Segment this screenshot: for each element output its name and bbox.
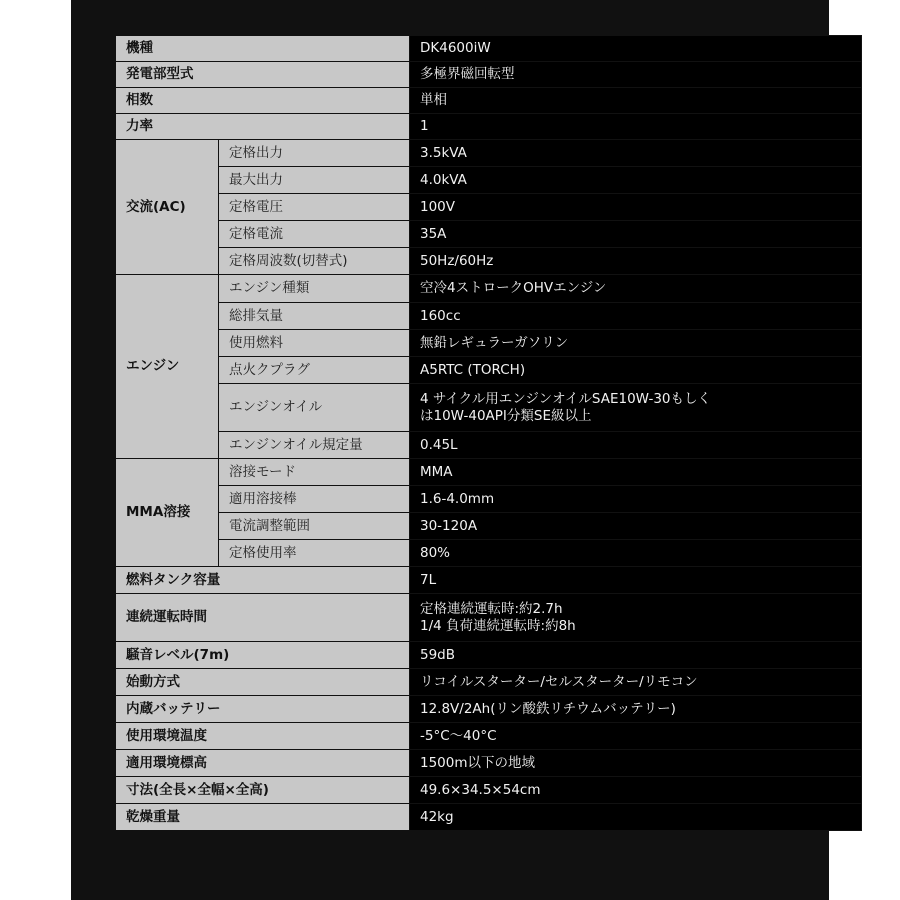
altitude-label: 適用環境標高 <box>116 750 410 777</box>
table-row <box>116 88 862 114</box>
pf-label: 力率 <box>116 114 410 140</box>
ac-row-label: 定格電圧 <box>219 194 410 221</box>
gen-type-value: 多極界磁回転型 <box>410 62 862 88</box>
gen-type-label: 発電部型式 <box>116 62 410 88</box>
weight-value: 42kg <box>410 804 862 831</box>
engine-oil-value <box>410 384 862 432</box>
table-row <box>116 723 862 750</box>
phase-label: 相数 <box>116 88 410 114</box>
mma-group-label: MMA溶接 <box>116 459 219 567</box>
ac-row-value: 100V <box>410 194 862 221</box>
ac-row-label: 定格電流 <box>219 221 410 248</box>
fuel-tank-label: 燃料タンク容量 <box>116 567 410 594</box>
engine-row-value: 空冷4ストロークOHVエンジン <box>410 275 862 303</box>
engine-row-label: 使用燃料 <box>219 330 410 357</box>
table-row <box>116 669 862 696</box>
table-row <box>116 432 862 459</box>
fuel-tank-value: 7L <box>410 567 862 594</box>
runtime-value-line: 1/4 負荷連続運転時:約8h <box>420 617 576 634</box>
table-row <box>116 594 862 642</box>
engine-row-label: エンジンオイル <box>219 384 410 432</box>
engine-oil-value-line: は10W-40API分類SE級以上 <box>420 407 592 424</box>
engine-row-value: A5RTC (TORCH) <box>410 357 862 384</box>
table-row <box>116 36 862 62</box>
spec-panel <box>71 0 829 900</box>
mma-row-value: 30-120A <box>410 513 862 540</box>
table-row <box>116 513 862 540</box>
table-row <box>116 486 862 513</box>
dimensions-label: 寸法(全長×全幅×全高) <box>116 777 410 804</box>
engine-group-label: エンジン <box>116 275 219 459</box>
table-row <box>116 696 862 723</box>
engine-row-label: エンジンオイル規定量 <box>219 432 410 459</box>
table-row <box>116 167 862 194</box>
start-method-value: リコイルスターター/セルスターター/リモコン <box>410 669 862 696</box>
engine-row-value: 160cc <box>410 303 862 330</box>
table-row <box>116 275 862 303</box>
mma-row-label: 電流調整範囲 <box>219 513 410 540</box>
runtime-value-line: 定格連続運転時:約2.7h <box>420 600 563 617</box>
pf-value: 1 <box>410 114 862 140</box>
table-row <box>116 804 862 831</box>
runtime-label: 連続運転時間 <box>116 594 410 642</box>
table-row <box>116 777 862 804</box>
temperature-value: -5°C～40°C <box>410 723 862 750</box>
engine-row-value: 無鉛レギュラーガソリン <box>410 330 862 357</box>
table-row <box>116 567 862 594</box>
ac-group-label: 交流(AC) <box>116 140 219 275</box>
ac-row-value: 50Hz/60Hz <box>410 248 862 275</box>
mma-row-label: 定格使用率 <box>219 540 410 567</box>
phase-value: 単相 <box>410 88 862 114</box>
weight-label: 乾燥重量 <box>116 804 410 831</box>
battery-value: 12.8V/2Ah(リン酸鉄リチウムバッテリー) <box>410 696 862 723</box>
table-row <box>116 750 862 777</box>
engine-oil-value-line: 4 サイクル用エンジンオイルSAE10W-30もしく <box>420 390 712 407</box>
table-row <box>116 384 862 432</box>
table-row <box>116 248 862 275</box>
mma-row-value: MMA <box>410 459 862 486</box>
ac-row-value: 4.0kVA <box>410 167 862 194</box>
table-row <box>116 540 862 567</box>
table-row <box>116 62 862 88</box>
engine-row-label: 点火クプラグ <box>219 357 410 384</box>
battery-label: 内蔵バッテリー <box>116 696 410 723</box>
ac-row-value: 3.5kVA <box>410 140 862 167</box>
ac-row-value: 35A <box>410 221 862 248</box>
engine-row-label: 総排気量 <box>219 303 410 330</box>
table-row <box>116 330 862 357</box>
spec-table <box>115 35 862 831</box>
table-row <box>116 642 862 669</box>
dimensions-value: 49.6×34.5×54cm <box>410 777 862 804</box>
table-row <box>116 114 862 140</box>
model-value: DK4600iW <box>410 36 862 62</box>
table-row <box>116 221 862 248</box>
table-row <box>116 357 862 384</box>
temperature-label: 使用環境温度 <box>116 723 410 750</box>
table-row <box>116 194 862 221</box>
altitude-value: 1500m以下の地域 <box>410 750 862 777</box>
table-row <box>116 303 862 330</box>
mma-row-value: 80% <box>410 540 862 567</box>
ac-row-label: 定格出力 <box>219 140 410 167</box>
runtime-value <box>410 594 862 642</box>
start-method-label: 始動方式 <box>116 669 410 696</box>
engine-row-value: 0.45L <box>410 432 862 459</box>
ac-row-label: 最大出力 <box>219 167 410 194</box>
table-row <box>116 459 862 486</box>
mma-row-label: 溶接モード <box>219 459 410 486</box>
mma-row-value: 1.6-4.0mm <box>410 486 862 513</box>
mma-row-label: 適用溶接棒 <box>219 486 410 513</box>
table-row <box>116 140 862 167</box>
model-label: 機種 <box>116 36 410 62</box>
ac-row-label: 定格周波数(切替式) <box>219 248 410 275</box>
noise-label: 騒音レベル(7m) <box>116 642 410 669</box>
engine-row-label: エンジン種類 <box>219 275 410 303</box>
noise-value: 59dB <box>410 642 862 669</box>
